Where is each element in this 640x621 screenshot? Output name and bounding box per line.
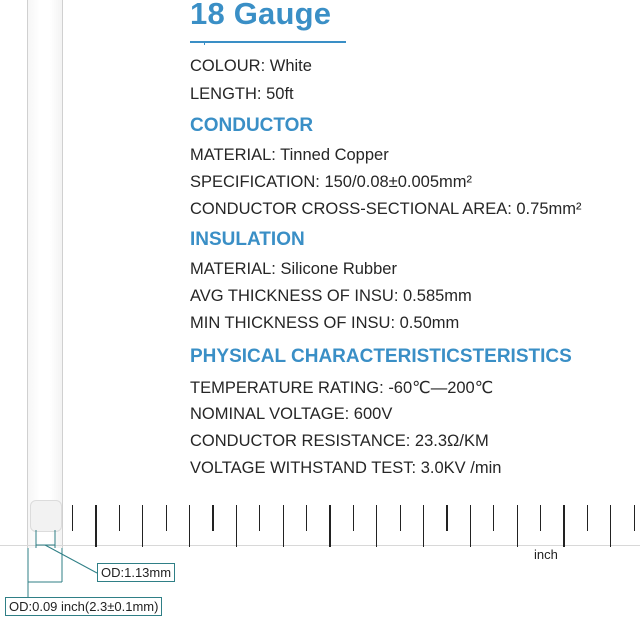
spec-colour: COLOUR: White xyxy=(190,57,312,75)
conductor-heading: CONDUCTOR xyxy=(190,115,314,136)
ruler-unit-label: inch xyxy=(534,547,558,562)
physical-temperature: TEMPERATURE RATING: -60℃—200℃ xyxy=(190,379,494,397)
conductor-cross-section: CONDUCTOR CROSS-SECTIONAL AREA: 0.75mm² xyxy=(190,200,582,218)
insulation-heading: INSULATION xyxy=(190,229,305,250)
insulation-material: MATERIAL: Silicone Rubber xyxy=(190,260,397,278)
physical-voltage: NOMINAL VOLTAGE: 600V xyxy=(190,405,393,423)
inner-od-callout: OD:1.13mm xyxy=(97,563,175,582)
conductor-material: MATERIAL: Tinned Copper xyxy=(190,146,389,164)
spec-length: LENGTH: 50ft xyxy=(190,85,294,103)
physical-heading: PHYSICAL CHARACTERISTICSTERISTICS xyxy=(190,346,572,367)
physical-resistance: CONDUCTOR RESISTANCE: 23.3Ω/KM xyxy=(190,432,489,450)
outer-od-callout: OD:0.09 inch(2.3±0.1mm) xyxy=(5,597,162,616)
conductor-specification: SPECIFICATION: 150/0.08±0.005mm² xyxy=(190,173,473,191)
physical-withstand: VOLTAGE WITHSTAND TEST: 3.0KV /min xyxy=(190,459,502,477)
insulation-min-thickness: MIN THICKNESS OF INSU: 0.50mm xyxy=(190,314,460,332)
inner-od-leader-line xyxy=(45,545,97,573)
insulation-avg-thickness: AVG THICKNESS OF INSU: 0.585mm xyxy=(190,287,472,305)
page-title: 18 Gauge xyxy=(190,0,332,31)
